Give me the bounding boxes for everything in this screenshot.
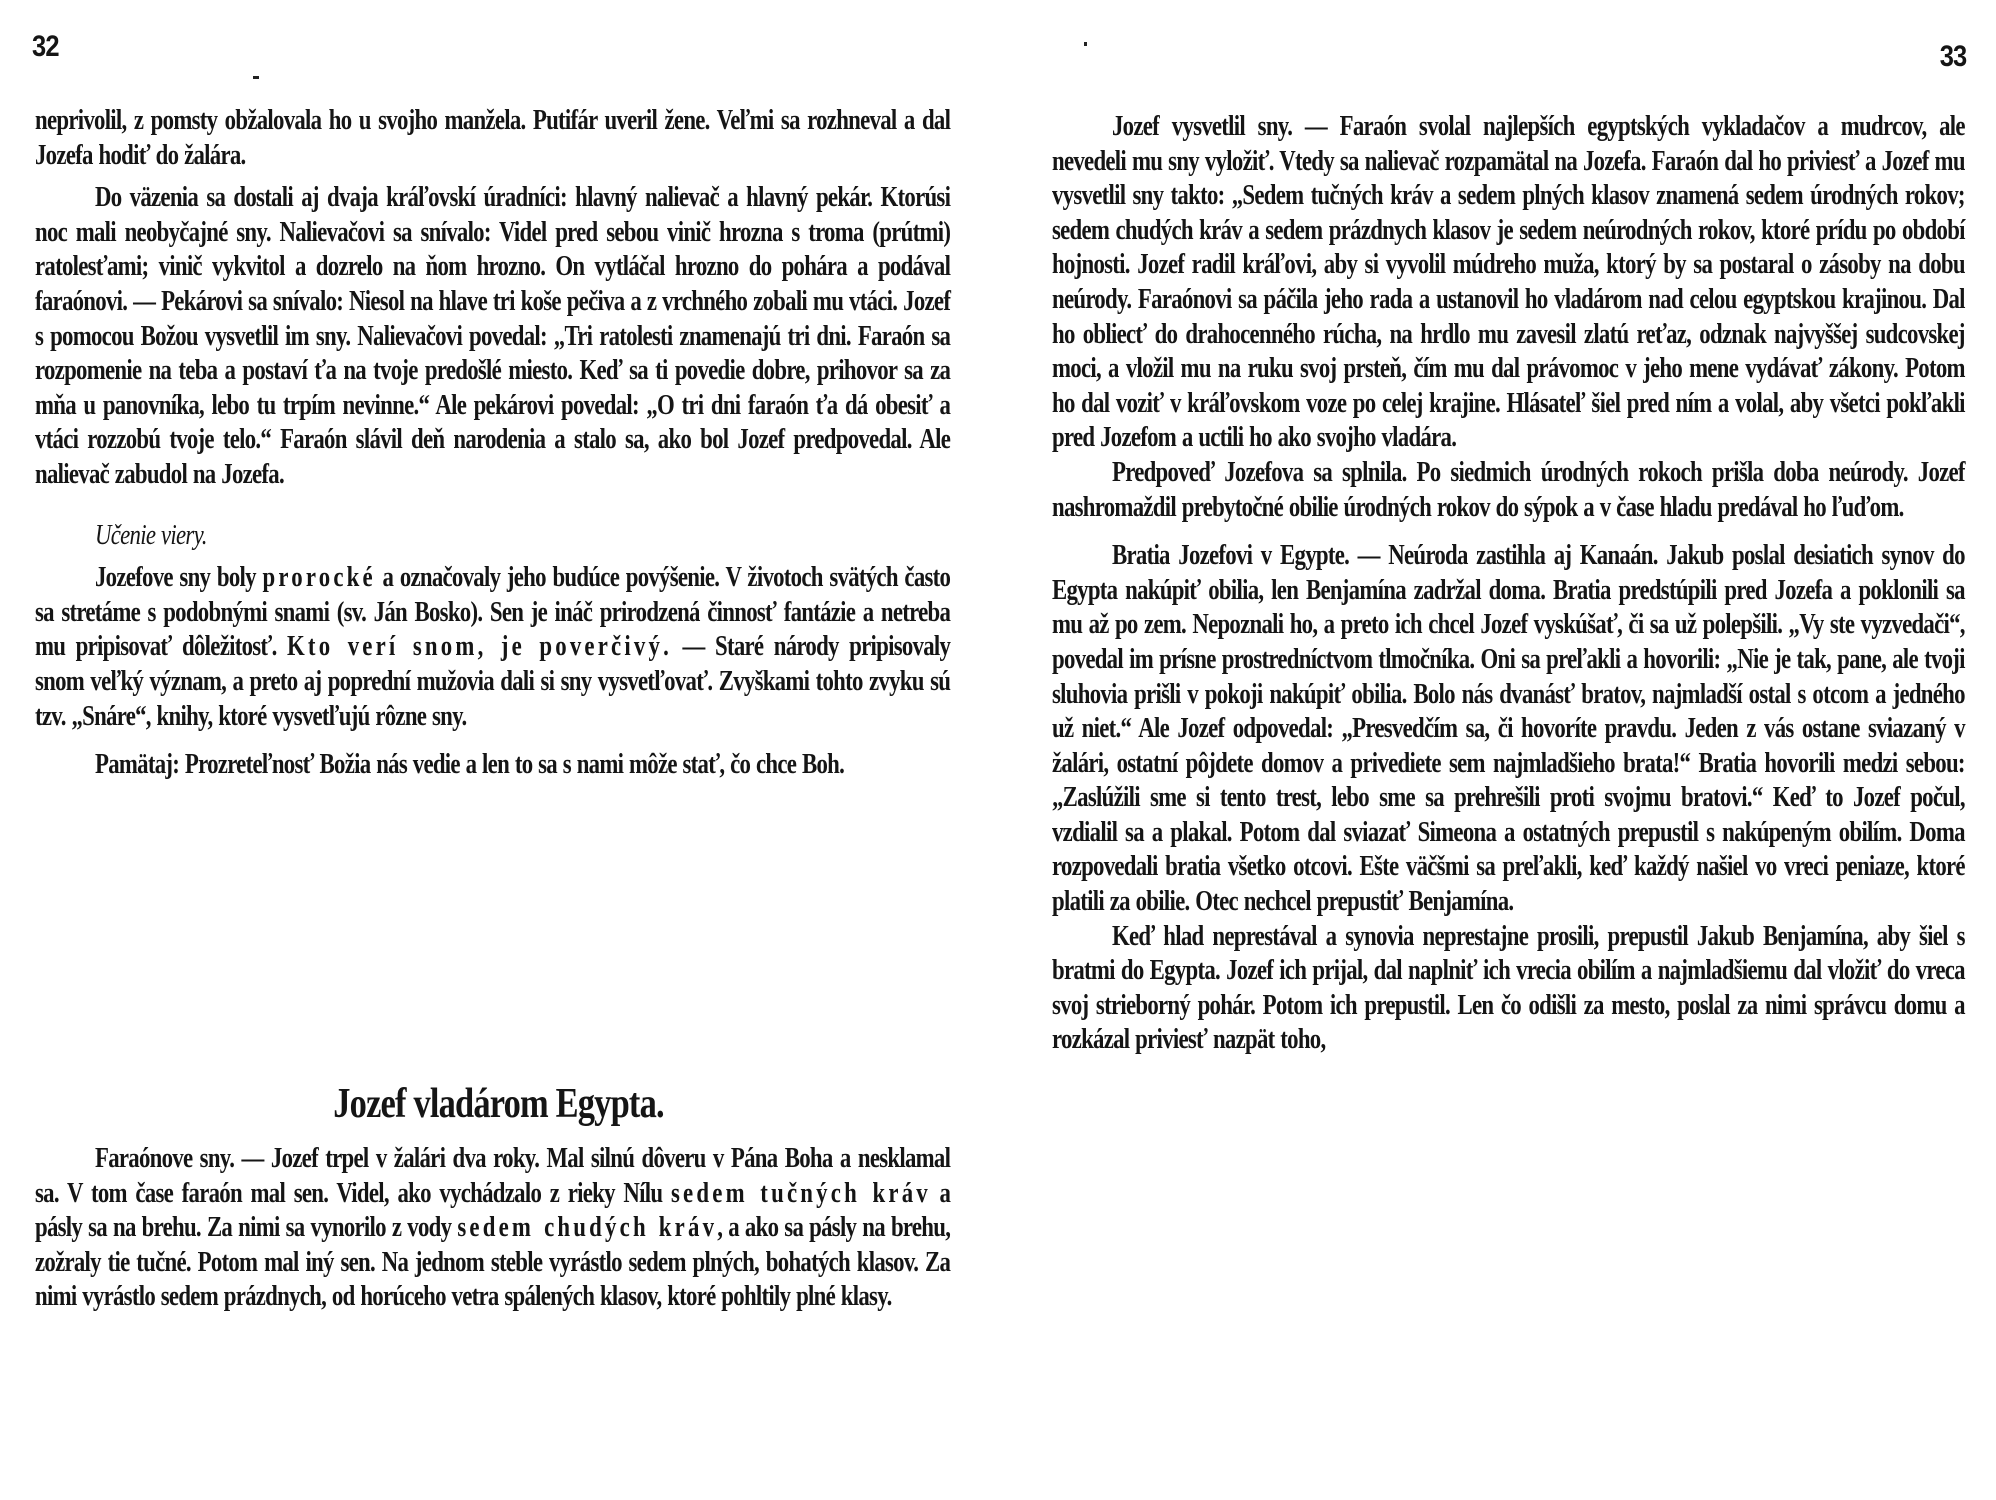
emphasis-thin-cows: sedem chudých kráv [457,1212,718,1244]
paragraph-prison-dreams: Do väzenia sa dostali aj dvaja kráľovskí úradníci: hlavný nalievač a hlavný pekár. Ktorúsi noc mali neobyčajné sny. Nalievačovi sa snívalo: Videl pred sebou vinič hrozna s troma (prútmi) ratolesťami; vinič vykvitol a dozrelo na ňom hrozno. On vytláčal hrozno do pohára a podával faraónovi. — Pekárovi sa snívalo: Niesol na hlave tri koše pečiva a z vrchného zobali mu vtáci. Jozef s pomocou Božou vysvetlil im sny. Nalievačovi povedal: „Tri ratolesti znamenajú tri dni. Faraón sa rozpomenie na teba a postaví ťa na tvoje predošlé miesto. Keď sa ti povedie dobre, prihovor sa za mňa u panovníka, lebo tu trpím nevinne.“ Ale pekárovi povedal: „O tri dni faraón ťa dá obesiť a vtáci rozzobú tvoje telo.“ Faraón slávil deň narodenia a stalo sa, ako bol Jozef predpovedal. Ale nalievač zabudol na Jozefa. [35,182,951,490]
paragraph-remember: Pamätaj: Prozreteľnosť Božia nás vedie a len to sa s nami môže stať, čo chce Boh. [95,749,845,781]
remember-label: Pamätaj: [95,749,180,781]
left-column-top [35,104,950,783]
paragraph-putifar: neprivolil, z pomsty obžalovala ho u svojho manžela. Putifár uveril žene. Veľmi sa rozhneval a dal Jozefa hodiť do žalára. [35,105,951,171]
page-number-left: 32 [32,30,59,63]
paragraph-dreams-explained: Jozef vysvetlil sny. — Faraón svolal najlepších egyptských vykladačov a mudrcov, ale nevedeli mu sny vyložiť. Vtedy sa nalievač rozpamätal na Jozefa. Faraón dal ho priviesť a Jozef mu vysvetlil sny takto: „Sedem tučných kráv a sedem plných klasov znamená sedem úrodných rokov; sedem chudých kráv a sedem prázdnych klasov je sedem neúrodných rokov, ktoré prídu po období hojnosti. Jozef radil kráľovi, aby si vyvolil múdreho muža, ktorý by sa postaral o zásoby na dobu neúrody. Faraónovi sa páčila jeho rada a ustanovil ho vladárom nad celou egyptskou krajinou. Dal ho obliecť do drahocenného rúcha, na hrdlo mu zavesil zlatú reťaz, odznak najvyššej sudcovskej moci, a vložil mu na ruku svoj prsteň, čím mu dal právomoc v jeho mene vydávať zákony. Potom ho dal voziť v kráľovskom voze po celej krajine. Hlásateľ šiel pred ním a volal, aby všetci pokľakli pred Jozefom a uctili ho ako svojho vladára. [1052,111,1965,454]
left-column-bottom [35,1142,950,1315]
subheading-dreams-explained: Jozef vysvetlil sny. [1112,111,1293,142]
page-number-right: 33 [1939,40,1966,73]
print-speck [1084,42,1087,46]
subheading-pharaoh-dreams: Faraónove sny. [95,1143,235,1174]
chapter-title: Jozef vladárom Egypta. [333,1081,665,1127]
paragraph-brothers: Bratia Jozefovi v Egypte. — Neúroda zastihla aj Kanaán. Jakub poslal desiatich synov do Egypta nakúpiť obilia, len Benjamína zadržal doma. Bratia predstúpili pred Jozefa a poklonili sa mu až po zem. Nepoznali ho, a preto ich chcel Jozef vyskúšať, či sa už polepšili. „Vy ste vyzvedači“, povedal im prísne prostredníctvom tlmočníka. Oni sa preľakli a hovorili: „Nie je tak, pane, ale tvoji sluhovia prišli v pokoji nakúpiť obilia. Bolo nás dvanásť bratov, najmladší ostal s otcom a jedného už niet.“ Ale Jozef odpovedal: „Presvedčím sa, či hovoríte pravdu. Jeden z vás ostane sviazaný v žalári, ostatní pôjdete domov a privediete sem najmladšieho brata!“ Bratia hovorili medzi sebou: „Zaslúžili sme si tento trest, lebo sme sa prehrešili proti svojmu bratovi.“ Keď to Jozef počul, vzdialil sa a plakal. Potom dal sviazať Simeona a ostatných prepustil s nakúpeným obilím. Doma rozpovedali bratia všetko otcovi. Ešte väčšmi sa preľakli, keď každý našiel vo vreci peniaze, ktoré platili za obilie. Otec nechcel prepustiť Benjamína. [1052,540,1965,918]
paragraph-prophecy: Predpoveď Jozefova sa splnila. Po siedmich úrodných rokoch prišla doba neúrody. Jozef nashromaždil prebytočné obilie úrodných rokov do sýpok a v čase hladu predával ho ľuďom. [1052,456,1965,523]
right-page [998,0,1996,1500]
paragraph-hunger: Keď hlad neprestával a synovia neprestajne prosili, prepustil Jakub Benjamína, aby šiel s bratmi do Egypta. Jozef ich prijal, dal naplniť ich vrecia obilím a najmladšiemu dal vložiť do vreca svoj strieborný pohár. Potom ich prepustil. Len čo odišli za mesto, poslal za nimi správcu domu a rozkázal priviesť nazpät toho, [1052,920,1965,1056]
section-label-teaching: Učenie viery. [95,519,207,551]
paragraph-pharaoh-dreams: Faraónove sny. — Jozef trpel v žalári dva roky. Mal silnú dôveru v Pána Boha a nesklamal sa. V tom čase faraón mal sen. Videl, ako vychádzalo z rieky Nílu sedem tučných kráv a pásly sa na brehu. Za nimi sa vynorilo z vody sedem chudých kráv, a ako sa pásly na brehu, zožraly tie tučné. Potom mal iný sen. Na jednom steble vyrástlo sedem plných, bohatých klasov. Za nimi vyrástlo sedem prázdnych, od horúceho vetra spálených klasov, ktoré pohltily plné klasy. [35,1143,951,1313]
subheading-brothers: Bratia Jozefovi v Egypte. [1112,540,1350,572]
emphasis-prophetic: prorocké [262,562,376,594]
right-column [1052,110,1965,1058]
emphasis-fat-cows: sedem tučných kráv [670,1177,931,1209]
print-speck [253,76,259,79]
emphasis-superstitious: Kto verí snom, je poverčivý. [287,631,673,663]
paragraph-teaching: Jozefove sny boly prorocké a označovaly jeho budúce povýšenie. V životoch svätých často sa stretáme s podobnými snami (sv. Ján Bosko). Sen je ináč prirodzená činnosť fantázie a netreba mu pripisovať dôležitosť. Kto verí snom, je poverčivý. — Staré národy pripisovaly snom veľký význam, a preto aj poprední mužovia dali si sny vysvetľovať. Zvyškami tohto zvyku sú tzv. „Snáre“, knihy, ktoré vysvetľujú rôzne sny. [35,562,951,732]
